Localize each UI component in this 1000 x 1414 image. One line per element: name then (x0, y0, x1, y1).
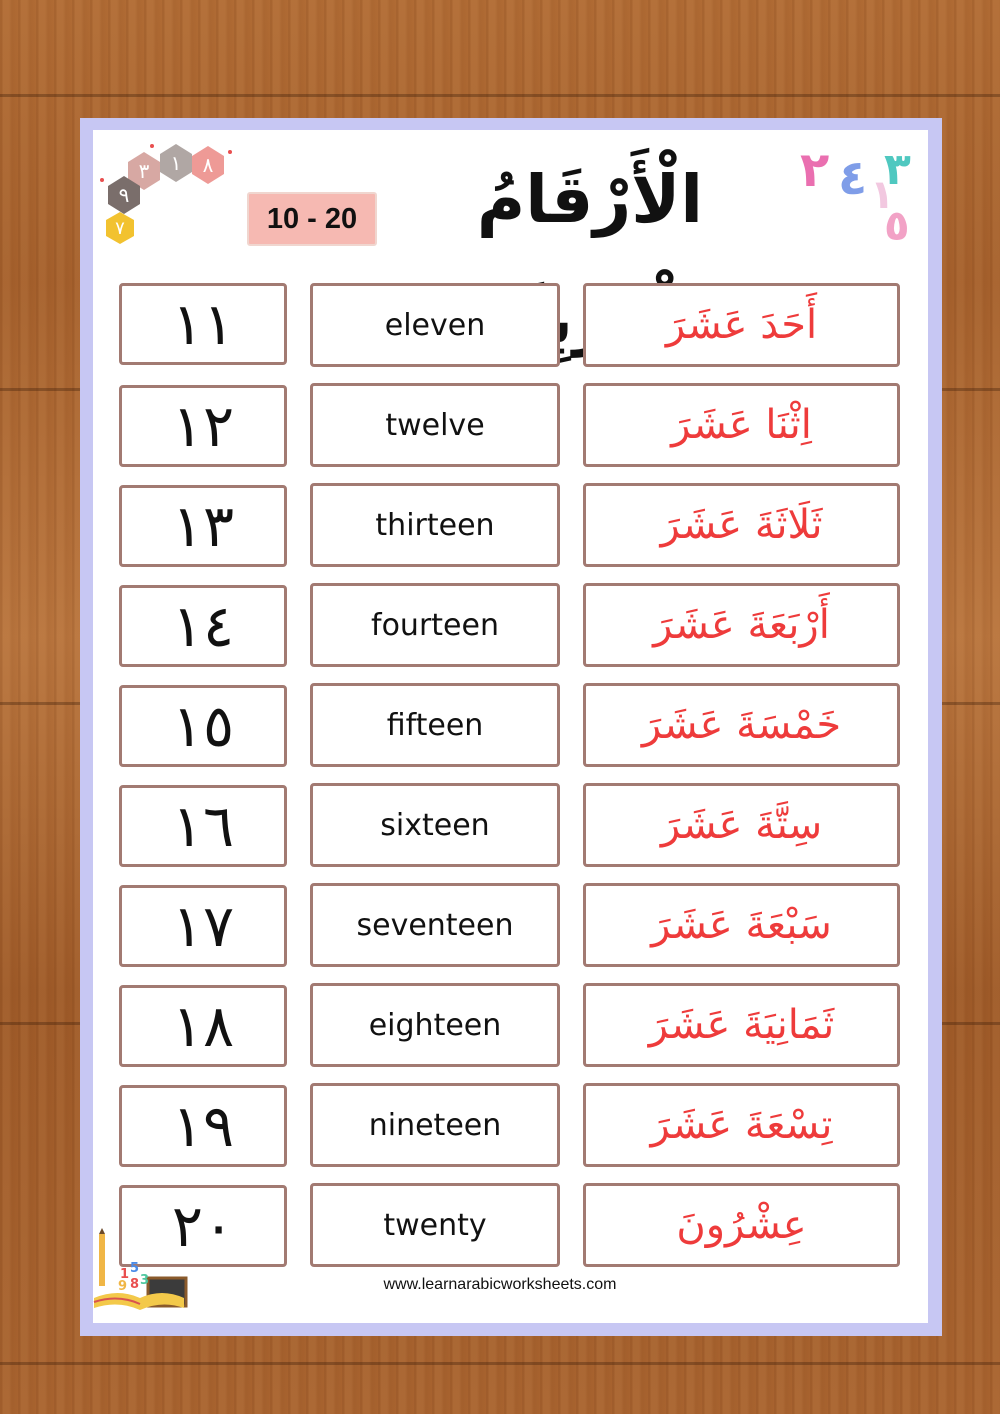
arabic-cell (583, 683, 900, 767)
arabic-cell (583, 883, 900, 967)
arabic-word: اِثْنَا عَشَرَ (671, 402, 812, 448)
arabic-word: سِتَّةَ عَشَرَ (660, 802, 823, 848)
english-word: eleven (384, 307, 486, 343)
english-word: sixteen (380, 807, 490, 843)
english-word: twelve (385, 407, 485, 443)
svg-text:5: 5 (130, 1261, 140, 1276)
wood-plank-seam (0, 94, 1000, 97)
numeral-cell (119, 283, 287, 365)
arabic-word: ثَمَانِيَةَ عَشَرَ (648, 1002, 835, 1048)
arabic-numeral: ١١ (171, 290, 235, 358)
arabic-numeral: ١٦ (171, 792, 235, 860)
arabic-numeral: ١٨ (171, 992, 235, 1060)
numeral-cell (119, 685, 287, 767)
deco-digit: ٣ (138, 159, 150, 183)
arabic-numeral: ١٤ (171, 592, 235, 660)
arabic-word: تِسْعَةَ عَشَرَ (650, 1102, 833, 1148)
numeral-cell (119, 885, 287, 967)
svg-text:1: 1 (120, 1267, 130, 1282)
arabic-cell (583, 483, 900, 567)
arabic-numeral: ١٥ (171, 692, 235, 760)
english-word: twenty (383, 1207, 487, 1243)
bead-cluster-icon (100, 140, 240, 255)
english-cell (310, 683, 560, 767)
english-cell (310, 783, 560, 867)
arabic-numeral: ١٧ (171, 892, 235, 960)
arabic-word: خَمْسَةَ عَشَرَ (641, 702, 842, 748)
svg-text:3: 3 (140, 1273, 150, 1288)
arabic-cell (583, 283, 900, 367)
english-cell (310, 883, 560, 967)
english-cell (310, 383, 560, 467)
deco-digit: ١ (870, 172, 895, 218)
range-badge: 10 - 20 (247, 192, 377, 246)
book-pencil-chalkboard-icon (90, 1228, 190, 1314)
arabic-cell (583, 1183, 900, 1267)
floating-numerals-icon (780, 138, 930, 248)
arabic-cell (583, 1083, 900, 1167)
footer-url[interactable]: www.learnarabicworksheets.com (383, 1276, 617, 1293)
arabic-numeral: ١٣ (171, 492, 235, 560)
english-word: fifteen (386, 707, 484, 743)
english-cell (310, 983, 560, 1067)
arabic-cell (583, 783, 900, 867)
numeral-cell (119, 385, 287, 467)
english-word: nineteen (368, 1107, 502, 1143)
wood-plank-seam (0, 1362, 1000, 1365)
english-word: seventeen (356, 907, 514, 943)
numeral-cell (119, 485, 287, 567)
english-word: eighteen (368, 1007, 502, 1043)
arabic-numeral: ١٢ (171, 392, 235, 460)
deco-digit: ١ (170, 151, 182, 175)
english-cell (310, 483, 560, 567)
arabic-word: ثَلَاثَةَ عَشَرَ (660, 502, 823, 548)
english-word: fourteen (371, 607, 499, 643)
page-title: الْأَرْقَامُ (476, 161, 704, 238)
english-cell (310, 1083, 560, 1167)
arabic-cell (583, 983, 900, 1067)
deco-digit: ٤ (838, 150, 868, 206)
arabic-numeral: ١٩ (171, 1092, 235, 1160)
arabic-word: أَحَدَ عَشَرَ (665, 302, 818, 348)
deco-digit: ٨ (202, 153, 214, 177)
arabic-word: أَرْبَعَةَ عَشَرَ (653, 602, 830, 648)
arabic-cell (583, 583, 900, 667)
svg-text:9: 9 (118, 1279, 128, 1294)
arabic-word: عِشْرُونَ (676, 1202, 807, 1248)
english-cell (310, 1183, 560, 1267)
arabic-numeral: ٢٠ (171, 1192, 235, 1260)
svg-text:8: 8 (130, 1277, 140, 1292)
english-cell (310, 583, 560, 667)
deco-digit: ٩ (118, 183, 130, 207)
deco-digit: ٢ (800, 142, 830, 198)
arabic-word: سَبْعَةَ عَشَرَ (651, 902, 832, 948)
numeral-cell (119, 585, 287, 667)
english-cell (310, 283, 560, 367)
numeral-cell (119, 985, 287, 1067)
arabic-cell (583, 383, 900, 467)
english-word: thirteen (375, 507, 495, 543)
deco-digit: ٣ (884, 144, 911, 195)
deco-digit: ٥ (884, 201, 910, 248)
deco-digit: ٧ (115, 218, 125, 239)
numeral-cell (119, 785, 287, 867)
numeral-cell (119, 1085, 287, 1167)
